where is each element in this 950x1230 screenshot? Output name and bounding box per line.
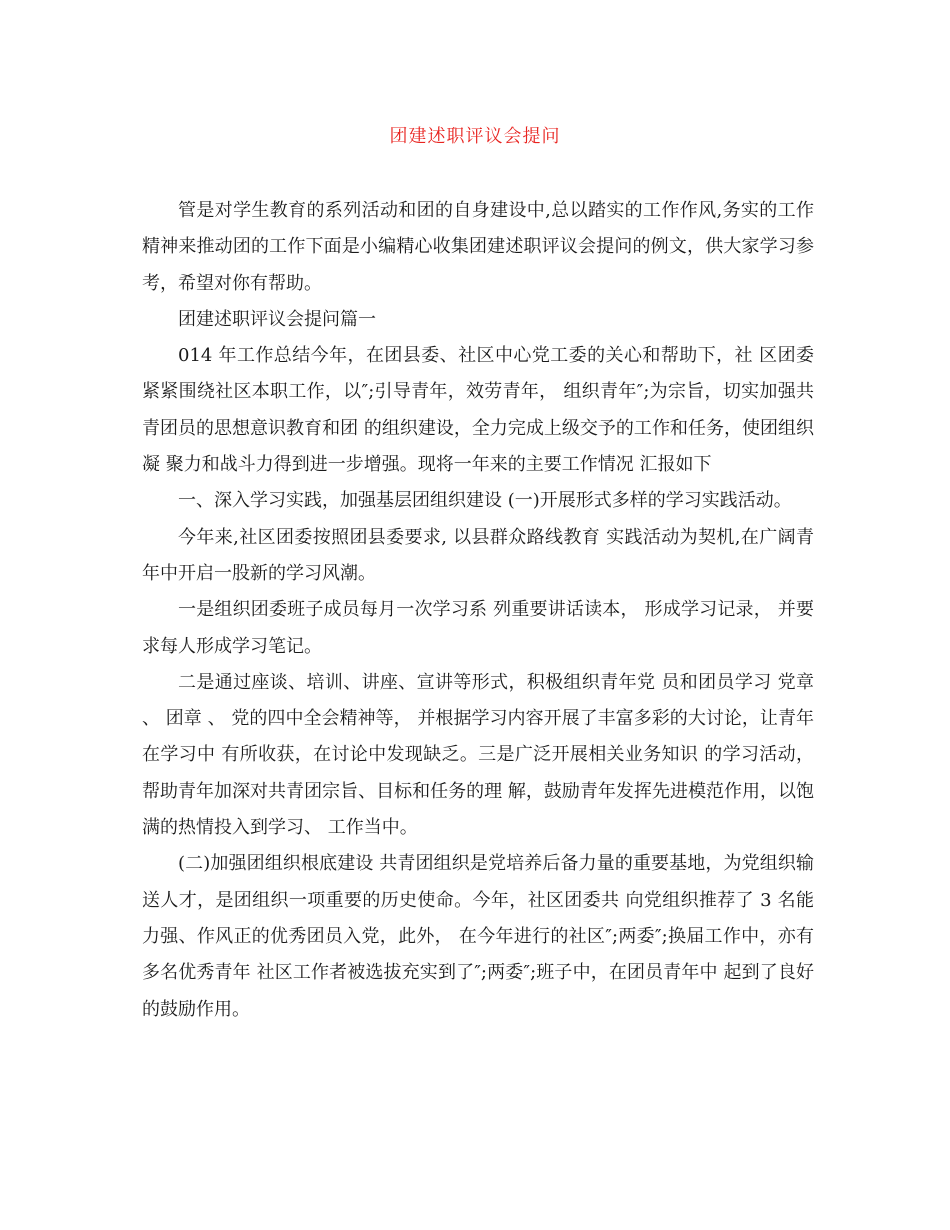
paragraph-part-two: (二)加强团组织根底建设 共青团组织是党培养后备力量的重要基地，为党组织输 送人才，是团组织一项重要的历史使命。今年，社区团委共 向党组织推荐了 3 名能力强、作风正的优秀团员入党，此外， 在今年进行的社区″;两委″;换届工作中，亦有多名优秀青年 社区工作者被选拔充实到了″;两委″;班子中，在团员青年中 起到了良好的鼓励作用。: [142, 853, 814, 1020]
paragraph-second-point: 二是通过座谈、培训、讲座、宣讲等形式，积极组织青年党 员和团员学习 党章 、 团章 、 党的四中全会精神等， 并根据学习内容开展了丰富多彩的大讨论，让青年在学习中 有所收获，在讨论中发现缺乏。三是广泛开展相关业务知识 的学习活动，帮助青年加深对共青团宗旨、目标和任务的理 解，鼓励青年发挥先进模范作用，以饱满的热情投入到学习、 工作当中。: [142, 671, 814, 839]
paragraph-intro: 管是对学生教育的系列活动和团的自身建设中,总以踏实的工作作风,务实的工作精神来推动团的工作下面是小编精心收集团建述职评议会提问的例文，供大家学习参考，希望对你有帮助。: [142, 200, 814, 294]
document-body: [142, 193, 814, 1028]
paragraph-first-point: 一是组织团委班子成员每月一次学习系 列重要讲话读本， 形成学习记录， 并要求每人形成学习笔记。: [142, 599, 814, 657]
document-title: 团建述职评议会提问: [389, 126, 561, 147]
paragraph-part-one: 一、深入学习实践，加强基层团组织建设 (一)开展形式多样的学习实践活动。: [178, 490, 792, 512]
paragraph-this-year: 今年来,社区团委按照团县委要求, 以县群众路线教育 实践活动为契机,在广阔青年中开启一股新的学习风潮。: [142, 526, 814, 584]
paragraph-summary: 014 年工作总结今年，在团县委、社区中心党工委的关心和帮助下，社 区团委紧紧围绕社区本职工作，以″;引导青年，效劳青年， 组织青年″;为宗旨，切实加强共青团员的思想意识教育和团 的组织建设，全力完成上级交予的工作和任务，使团组织凝 聚力和战斗力得到进一步增强。现将一年来的主要工作情况 汇报如下: [142, 345, 814, 476]
section-heading: 团建述职评议会提问篇一: [178, 308, 376, 330]
